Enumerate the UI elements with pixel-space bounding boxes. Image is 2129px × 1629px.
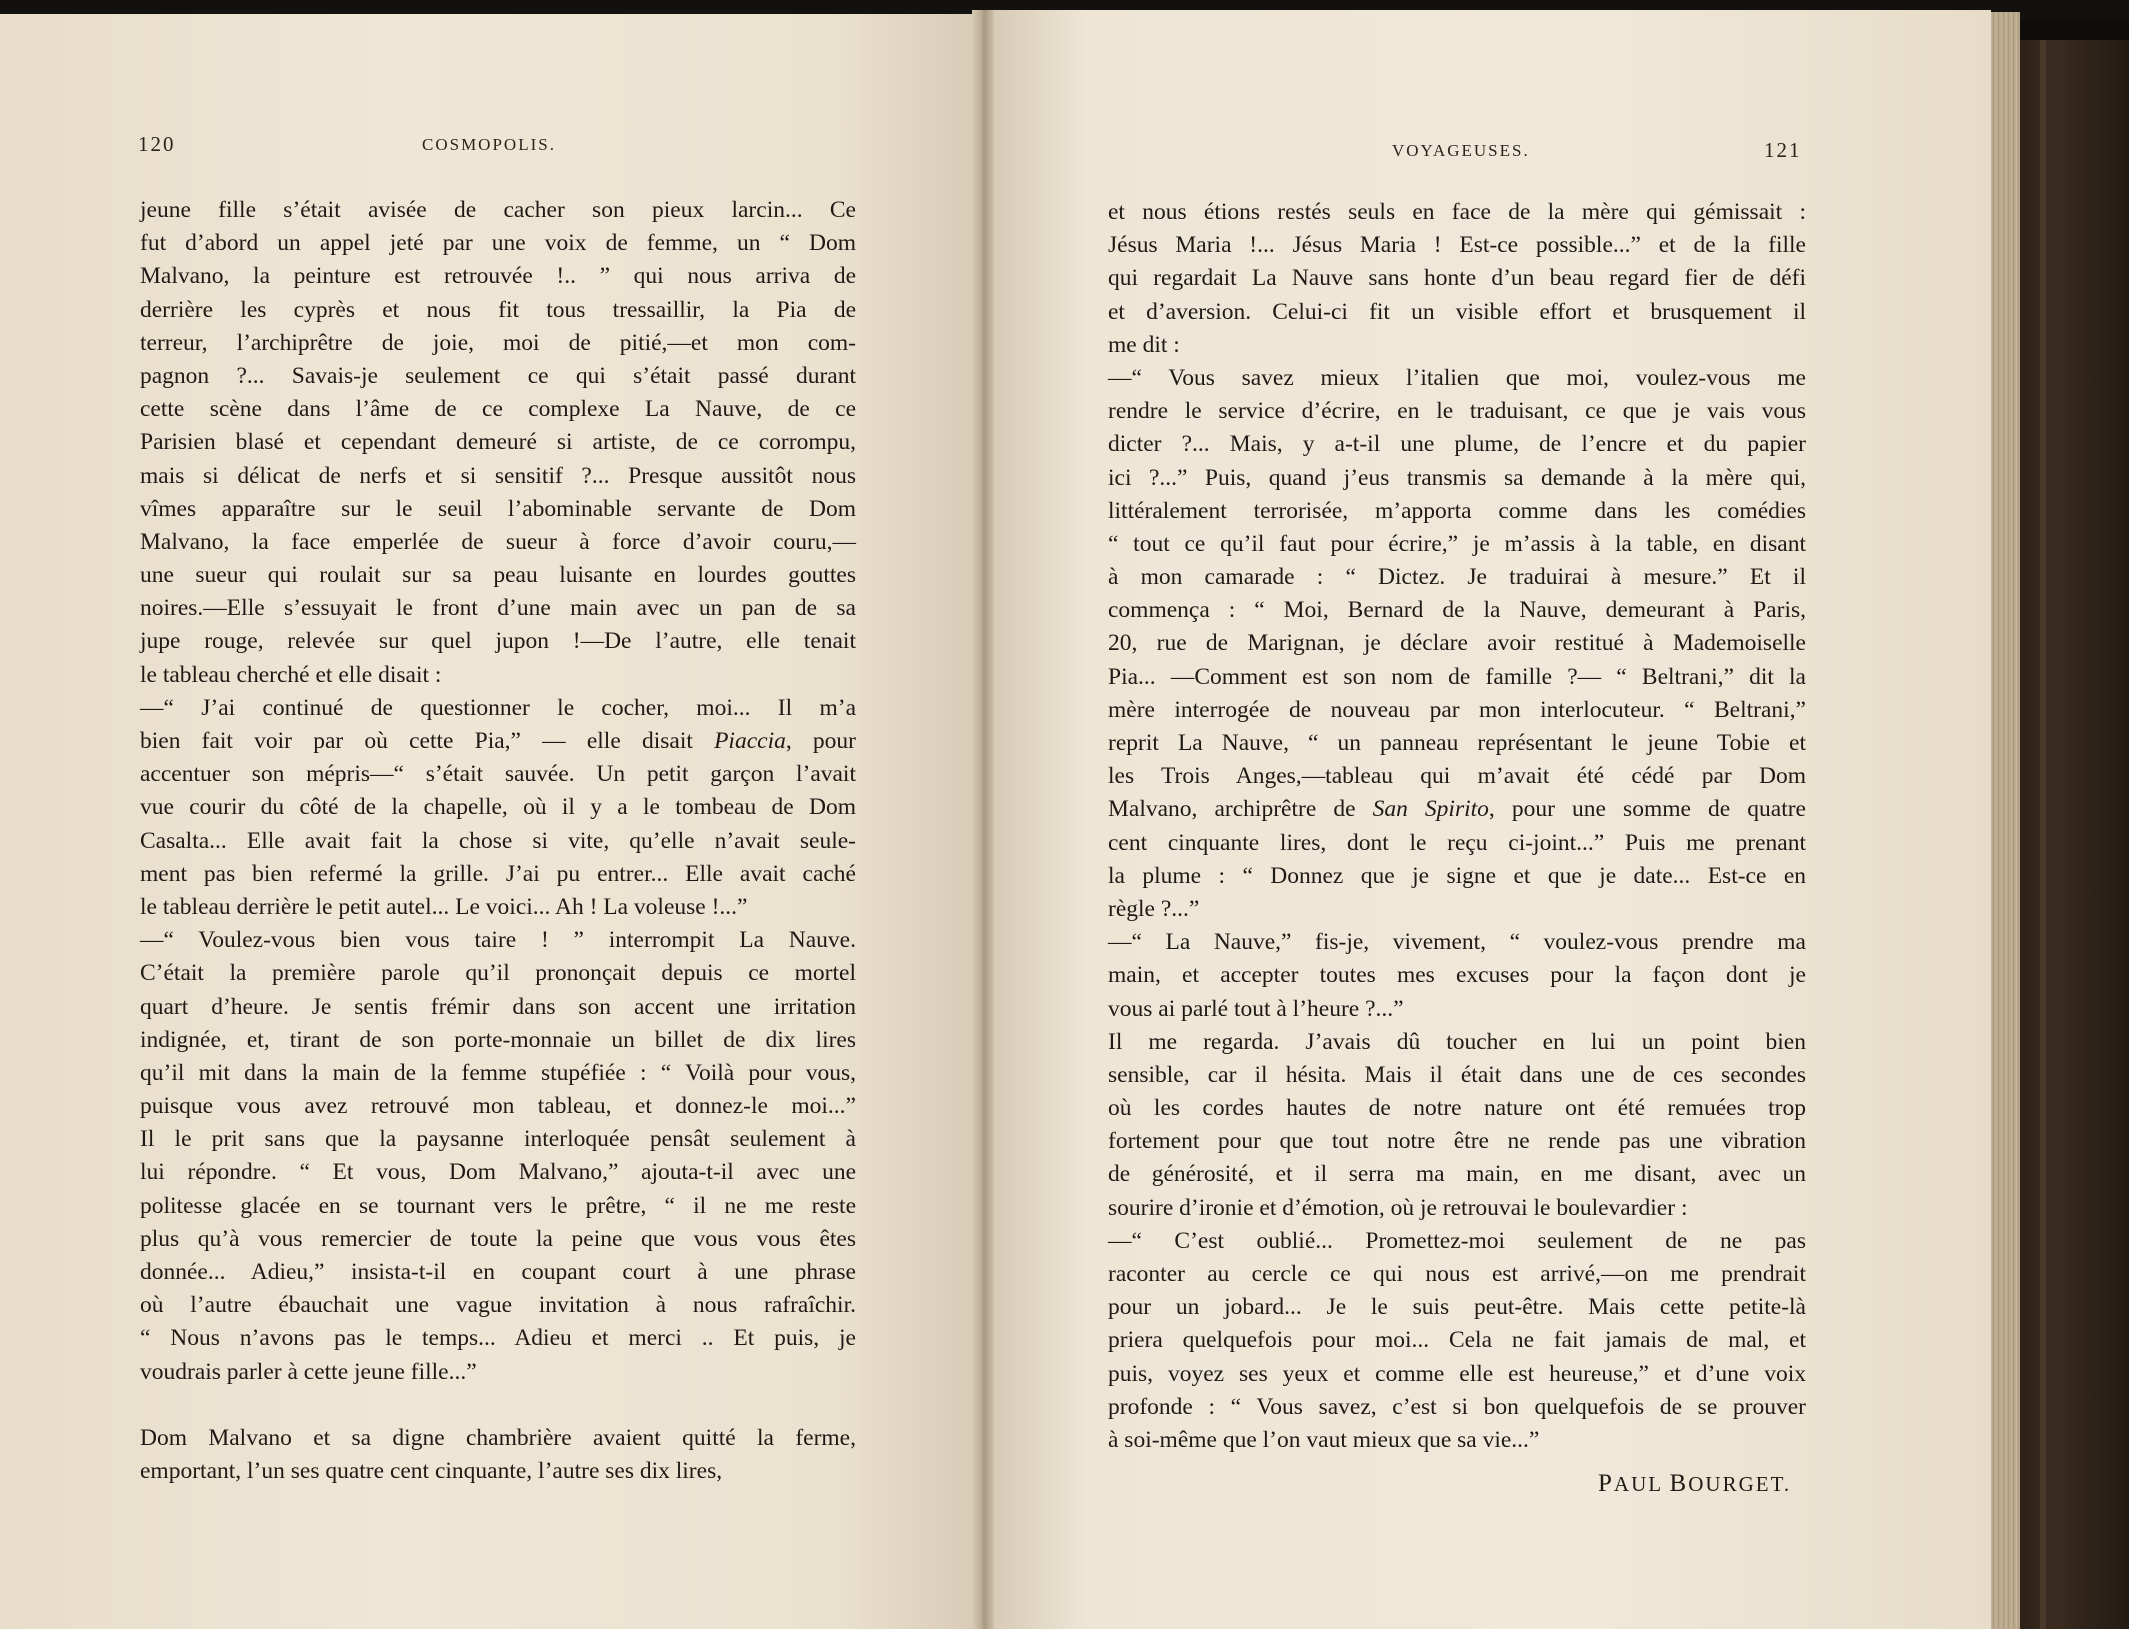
text-line: qui regardait La Nauve sans honte d’un beau regard fier de défi xyxy=(1108,265,1806,292)
text-line: —“ C’est oublié... Promettez-moi seulement de ne pas xyxy=(1108,1227,1806,1254)
text-line: —“ Vous savez mieux l’italien que moi, voulez-vous me xyxy=(1108,364,1806,391)
text-line: jeune fille s’était avisée de cacher son pieux larcin... Ce xyxy=(140,197,856,223)
text-line: reprit La Nauve, “ un panneau représentant le jeune Tobie et xyxy=(1108,730,1806,756)
text-line: —“ J’ai continué de questionner le cocher, moi... Il m’a xyxy=(140,694,856,721)
text-line: noires.—Elle s’essuyait le front d’une main avec un pan de sa xyxy=(140,595,856,622)
text-line: puisque vous avez retrouvé mon tableau, et donnez-le moi...” xyxy=(140,1093,856,1120)
book-cover-edge xyxy=(2040,40,2046,1629)
text-line: pagnon ?... Savais-je seulement ce qui s’était passé durant xyxy=(140,362,856,389)
text-line: sourire d’ironie et d’émotion, où je retrouvai le boulevardier : xyxy=(1108,1194,1688,1221)
text-line: et d’aversion. Celui-ci fit un visible effort et brusquement il xyxy=(1108,298,1806,325)
text-line: à mon camarade : “ Dictez. Je traduirai à mesure.” Et il xyxy=(1108,564,1806,591)
text-line: cette scène dans l’âme de ce complexe La Nauve, de ce xyxy=(140,396,856,423)
text-line: —“ Voulez-vous bien vous taire ! ” interrompit La Nauve. xyxy=(140,927,856,954)
text-line: politesse glacée en se tournant vers le prêtre, “ il ne me reste xyxy=(140,1192,856,1219)
text-line: profonde : “ Vous savez, c’est si bon quelquefois de se prouver xyxy=(1108,1393,1806,1420)
book-cover xyxy=(2020,40,2129,1629)
text-line: vue courir du côté de la chapelle, où il y a le tombeau de Dom xyxy=(140,794,856,821)
text-line: dicter ?... Mais, y a-t-il une plume, de l’encre et du papier xyxy=(1108,431,1806,458)
text-line: qu’il mit dans la main de la femme stupéfiée : “ Voilà pour vous, xyxy=(140,1059,856,1086)
text-line: où les cordes hautes de notre nature ont été remuées trop xyxy=(1108,1095,1806,1122)
text-line: Casalta... Elle avait fait la chose si vite, qu’elle n’avait seule- xyxy=(140,827,856,854)
text-line: “ tout ce qu’il faut pour écrire,” je m’assis à la table, en disant xyxy=(1108,530,1806,557)
text-line: ici ?...” Puis, quand j’eus transmis sa demande à la mère qui, xyxy=(1108,464,1806,491)
paragraph-gap xyxy=(140,1389,856,1422)
author-signature xyxy=(1598,1470,1791,1498)
text-line: Parisien blasé et cependant demeuré si artiste, de ce corrompu, xyxy=(140,429,856,456)
text-line: les Trois Anges,—tableau qui m’avait été cédé par Dom xyxy=(1108,763,1806,790)
text-line: Malvano, archiprêtre de San Spirito, pour une somme de quatre xyxy=(1108,796,1806,823)
text-line: derrière les cyprès et nous fit tous tressaillir, la Pia de xyxy=(140,296,856,323)
text-line: mais si délicat de nerfs et si sensitif ?... Presque aussitôt nous xyxy=(140,462,856,489)
text-line: 20, rue de Marignan, je déclare avoir restitué à Mademoiselle xyxy=(1108,630,1806,657)
text-line: puis, voyez ses yeux et comme elle est heureuse,” et d’une voix xyxy=(1108,1360,1806,1387)
text-line: emportant, l’un ses quatre cent cinquante, l’autre ses dix lires, xyxy=(140,1458,723,1485)
text-line: mère interrogée de nouveau par mon interlocuteur. “ Beltrani,” xyxy=(1108,696,1806,723)
running-head-right: VOYAGEUSES. xyxy=(1392,141,1530,160)
text-line: rendre le service d’écrire, en le traduisant, ce que je vais vous xyxy=(1108,398,1806,425)
signature-text: PAUL BOURGET. xyxy=(1598,1470,1792,1497)
running-head-left: COSMOPOLIS. xyxy=(422,135,556,154)
text-line: jupe rouge, relevée sur quel jupon !—De l’autre, elle tenait xyxy=(140,628,856,655)
text-line: littéralement terrorisée, m’apporta comme dans les comédies xyxy=(1108,497,1806,524)
text-line: —“ La Nauve,” fis-je, vivement, “ voulez-vous prendre ma xyxy=(1108,929,1806,956)
right-page xyxy=(986,10,1991,1629)
text-line: et nous étions restés seuls en face de la mère qui gémissait : xyxy=(1108,199,1806,225)
page-edges xyxy=(1990,12,2020,1629)
text-line: sensible, car il hésita. Mais il était dans une de ces secondes xyxy=(1108,1061,1806,1088)
text-line: fortement pour que tout notre être ne rende pas une vibration xyxy=(1108,1128,1806,1155)
text-line: commença : “ Moi, Bernard de la Nauve, demeurant à Paris, xyxy=(1108,597,1806,624)
text-line: cent cinquante lires, dont le reçu ci-joint...” Puis me prenant xyxy=(1108,829,1806,856)
page-number-left: 120 xyxy=(138,132,176,156)
left-page xyxy=(0,14,980,1629)
text-line: bien fait voir par où cette Pia,” — elle disait Piaccia, pour xyxy=(140,728,857,754)
text-line: priera quelquefois pour moi... Cela ne fait jamais de mal, et xyxy=(1108,1327,1806,1354)
text-line: où l’autre ébauchait une vague invitation à nous rafraîchir. xyxy=(140,1292,856,1319)
text-line: vous ai parlé tout à l’heure ?...” xyxy=(1108,995,1404,1022)
text-line: une sueur qui roulait sur sa peau luisante en lourdes gouttes xyxy=(140,562,856,589)
text-line: la plume : “ Donnez que je signe et que je date... Est-ce en xyxy=(1108,862,1806,889)
text-line: lui répondre. “ Et vous, Dom Malvano,” ajouta-t-il avec une xyxy=(140,1159,856,1186)
text-line: le tableau cherché et elle disait : xyxy=(140,661,442,688)
text-line: donnée... Adieu,” insista-t-il en coupant court à une phrase xyxy=(140,1259,856,1285)
text-line: règle ?...” xyxy=(1108,895,1200,922)
text-line: Il le prit sans que la paysanne interloquée pensât seulement à xyxy=(140,1126,856,1153)
text-line: vîmes apparaître sur le seuil l’abominable servante de Dom xyxy=(140,495,856,522)
text-line: Il me regarda. J’avais dû toucher en lui un point bien xyxy=(1108,1028,1806,1055)
text-line: ment pas bien refermé la grille. J’ai pu entrer... Elle avait caché xyxy=(140,860,856,887)
text-line: indignée, et, tirant de son porte-monnaie un billet de dix lires xyxy=(140,1026,856,1053)
text-line: quart d’heure. Je sentis frémir dans son accent une irritation xyxy=(140,993,856,1020)
text-line: Malvano, la face emperlée de sueur à force d’avoir couru,— xyxy=(140,528,856,555)
text-line: pour un jobard... Je le suis peut-être. Mais cette petite-là xyxy=(1108,1294,1806,1321)
text-line: à soi-même que l’on vaut mieux que sa vie...” xyxy=(1108,1426,1540,1453)
page-number-right: 121 xyxy=(1764,138,1802,162)
book-gutter xyxy=(972,10,994,1629)
text-line: Jésus Maria !... Jésus Maria ! Est-ce possible...” et de la fille xyxy=(1108,232,1806,259)
left-page-text xyxy=(140,194,856,1488)
text-line: terreur, l’archiprêtre de joie, moi de pitié,—et mon com- xyxy=(140,329,856,356)
text-line: Pia... —Comment est son nom de famille ?— “ Beltrani,” dit la xyxy=(1108,663,1806,690)
text-line: fut d’abord un appel jeté par une voix de femme, un “ Dom xyxy=(140,230,856,257)
text-line: plus qu’à vous remercier de toute la peine que vous vous êtes xyxy=(140,1225,856,1252)
text-line: de générosité, et il serra ma main, en me disant, avec un xyxy=(1108,1161,1806,1188)
text-line: voudrais parler à cette jeune fille...” xyxy=(140,1358,477,1385)
text-line: Malvano, la peinture est retrouvée !.. ” qui nous arriva de xyxy=(140,263,856,290)
text-line: “ Nous n’avons pas le temps... Adieu et merci .. Et puis, je xyxy=(140,1325,856,1352)
text-line: le tableau derrière le petit autel... Le voici... Ah ! La voleuse !...” xyxy=(140,893,748,920)
text-line: Dom Malvano et sa digne chambrière avaient quitté la ferme, xyxy=(140,1424,856,1451)
text-line: raconter au cercle ce qui nous est arrivé,—on me prendrait xyxy=(1108,1261,1806,1287)
right-page-text xyxy=(1108,196,1806,1457)
text-line: me dit : xyxy=(1108,331,1180,358)
text-line: C’était la première parole qu’il prononçait depuis ce mortel xyxy=(140,960,856,987)
text-line: main, et accepter toutes mes excuses pour la façon dont je xyxy=(1108,962,1806,989)
text-line: accentuer son mépris—“ s’était sauvée. Un petit garçon l’avait xyxy=(140,761,856,788)
